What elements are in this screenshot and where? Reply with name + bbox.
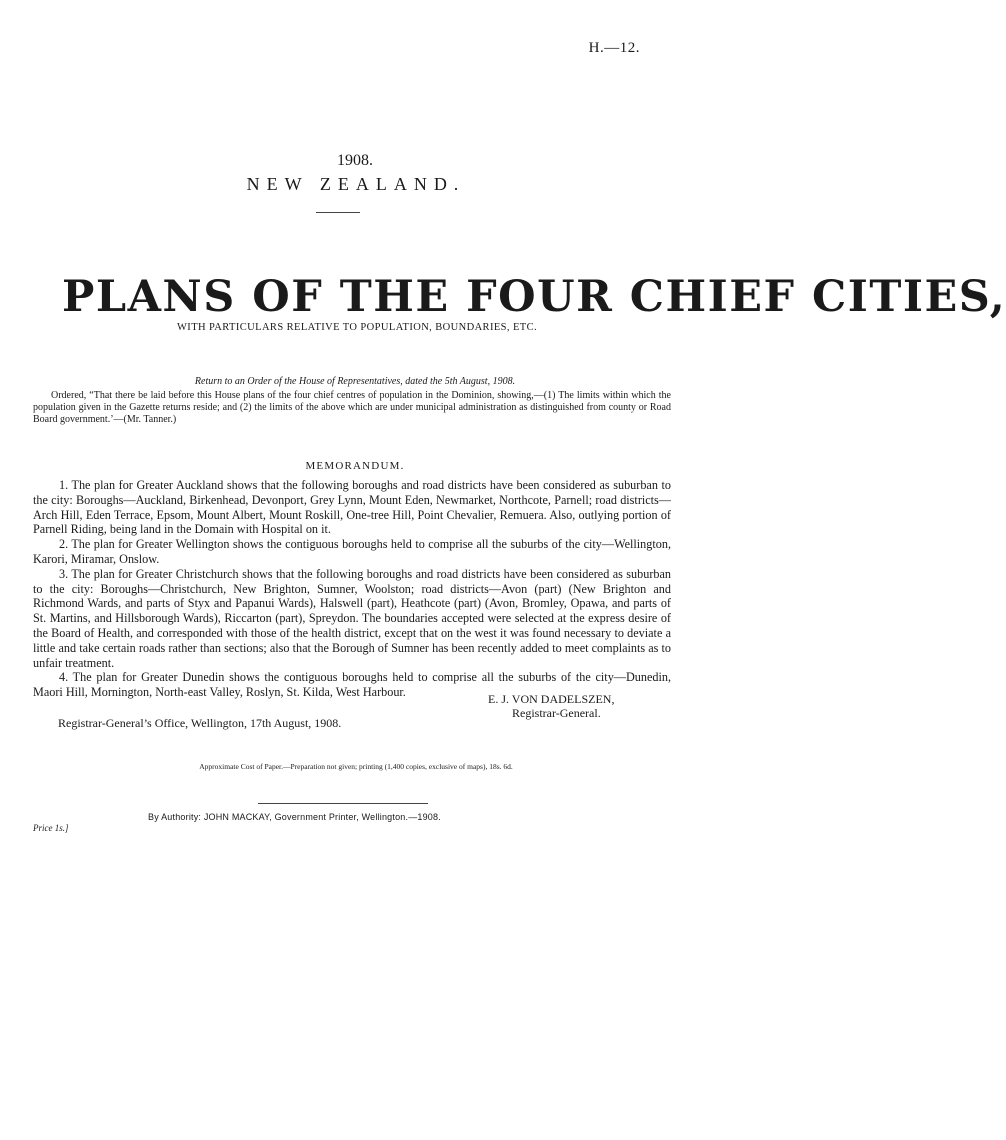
country-heading: NEW ZEALAND.	[246, 174, 466, 194]
memorandum-paragraph: 2. The plan for Greater Wellington shows the contiguous boroughs held to comprise all the suburbs of the city—Wellington, Karori, Miramar, Onslow.	[33, 537, 671, 566]
document-reference: H.—12.	[588, 40, 640, 56]
divider	[258, 803, 428, 804]
printer-line: By Authority: JOHN MACKAY, Government Printer, Wellington.—1908.	[148, 812, 441, 822]
signer-name: E. J. VON DADELSZEN,	[488, 692, 615, 706]
price-label: Price 1s.]	[33, 823, 69, 833]
office-line: Registrar-General’s Office, Wellington, 17th August, 1908.	[58, 716, 342, 730]
page-title: PLANS OF THE FOUR CHIEF CITIES,	[62, 272, 1006, 322]
return-line: Return to an Order of the House of Representatives, dated the 5th August, 1908.	[194, 376, 516, 387]
memorandum-heading: MEMORANDUM.	[305, 460, 405, 472]
order-text: Ordered, “That there be laid before this House plans of the four chief centres of population in the Dominion, showing,—(1) The limits within which the population given in the Gazette returns reside; and (2) the limits of the above which are under municipal administration as distinguished from county or Road Board government.’—(Mr. Tanner.)	[33, 390, 671, 425]
memorandum-body	[33, 478, 671, 700]
publication-year: 1908.	[337, 152, 373, 169]
cost-note: Approximate Cost of Paper.—Preparation not given; printing (1,400 copies, exclusive of maps), 18s. 6d.	[199, 762, 513, 771]
signer-title: Registrar-General.	[512, 706, 601, 720]
page-subtitle: WITH PARTICULARS RELATIVE TO POPULATION, BOUNDARIES, ETC.	[176, 322, 538, 333]
memorandum-paragraph: 3. The plan for Greater Christchurch shows that the following boroughs and road districts have been considered as suburban to the city: Boroughs—Christchurch, New Brighton, Sumner, Woolston; road districts—Avon (part) (New Brighton and Richmond Wards, and parts of Styx and Papanui Wards), Halswell (part), Heathcote (part) (Avon, Bromley, Opawa, and parts of St. Martins, and Hillsborough Wards), Riccarton (part), Spreydon. The boundaries accepted were selected at the express desire of the Board of Health, and corresponded with those of the health district, except that on the west it was found necessary to deviate a little and take certain roads rather than sections; also that the Borough of Sumner has been recently added to meet complaints as to unfair treatment.	[33, 566, 671, 670]
divider	[316, 212, 360, 213]
memorandum-paragraph: 1. The plan for Greater Auckland shows that the following boroughs and road districts have been considered as suburban to the city: Boroughs—Auckland, Birkenhead, Devonport, Grey Lynn, Mount Eden, Newmarket, Northcote, Parnell; road districts—Arch Hill, Eden Terrace, Epsom, Mount Albert, Mount Roskill, One-tree Hill, Point Chevalier, Remuera. Also, outlying portion of Parnell Riding, being land in the Domain with Hospital on it.	[33, 478, 671, 537]
memorandum-paragraph: 4. The plan for Greater Dunedin shows the contiguous boroughs held to comprise all the suburbs of the city—Dunedin, Maori Hill, Mornington, North-east Valley, Roslyn, St. Kilda, West Harbour.	[33, 670, 671, 700]
